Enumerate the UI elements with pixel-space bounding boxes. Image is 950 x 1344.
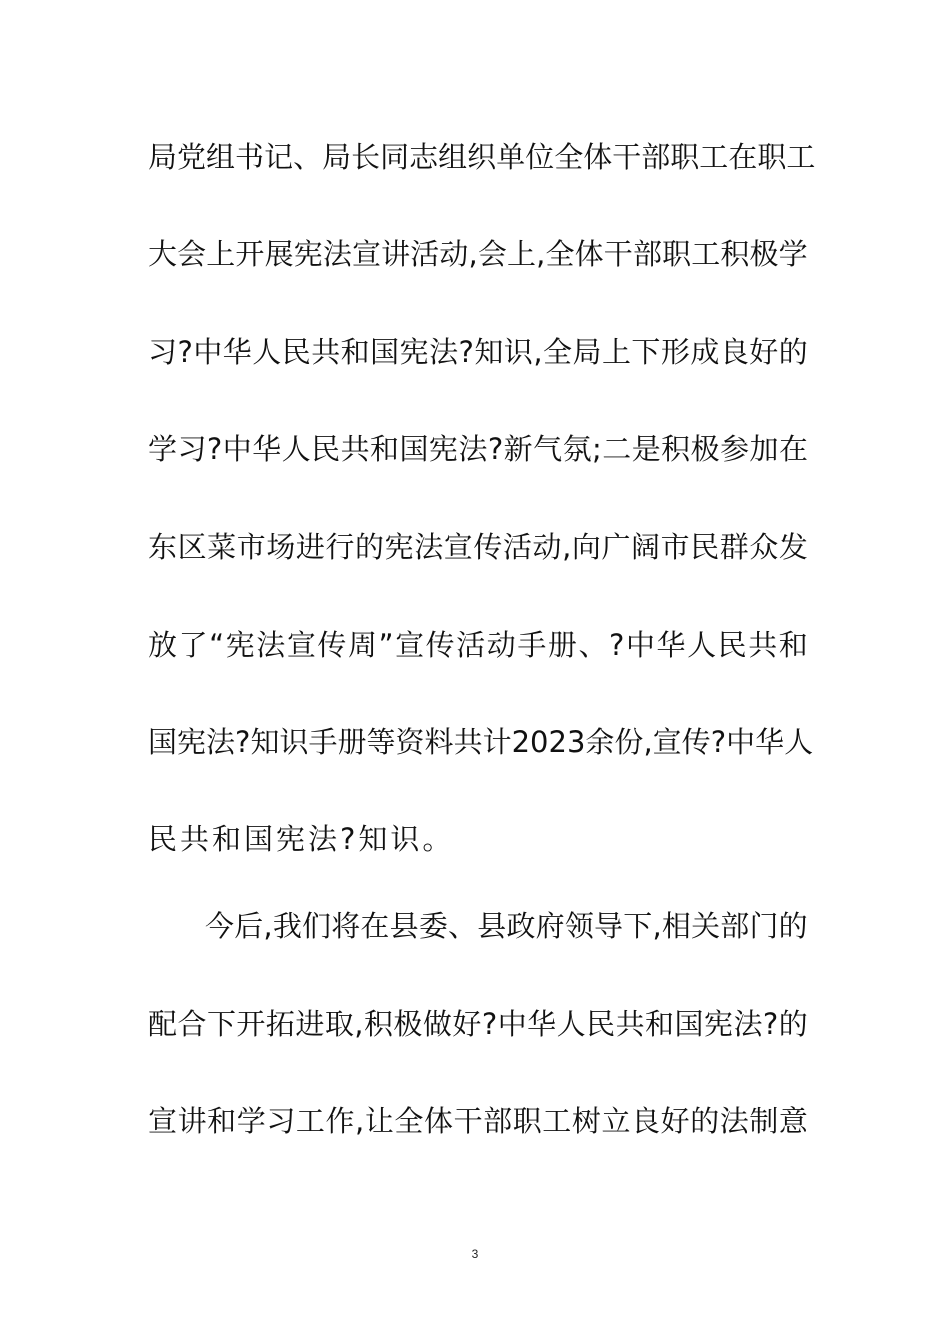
- page-number: 3: [471, 1247, 479, 1261]
- body-text-line: 局 党 组 书 记 、 局 长 同 志 组 织 单 位 全 体 干 部 职 工 在 职 工: [148, 140, 816, 174]
- body-text-line: 习 ? 中 华 人 民 共 和 国 宪 法 ? 知 识 , 全 局 上 下 形 成 良 好 的: [148, 335, 808, 369]
- body-text-line: 国 宪 法 ? 知 识 手 册 等 资 料 共 计 2023 余 份 , 宣 传 ? 中 华 人: [148, 725, 814, 759]
- body-text-line: 东 区 菜 市 场 进 行 的 宪 法 宣 传 活 动 , 向 广 阔 市 民 群 众 发: [148, 530, 808, 564]
- paragraph-start-line: 今 后 , 我 们 将 在 县 委 、 县 政 府 领 导 下 , 相 关 部 门 的: [205, 909, 808, 943]
- body-text-line: 学 习 ? 中 华 人 民 共 和 国 宪 法 ? 新 气 氛 ; 二 是 积 极 参 加 在: [148, 432, 808, 466]
- body-text-line: 大 会 上 开 展 宪 法 宣 讲 活 动 , 会 上 , 全 体 干 部 职 工 积 极 学: [148, 237, 808, 271]
- body-text-line: 宣 讲 和 学 习 工 作 , 让 全 体 干 部 职 工 树 立 良 好 的 法 制 意: [148, 1104, 808, 1138]
- body-text-line: 配 合 下 开 拓 进 取 , 积 极 做 好 ? 中 华 人 民 共 和 国 宪 法 ? 的: [148, 1007, 808, 1041]
- paragraph-end-line: 民共和国宪法?知识。: [148, 822, 455, 856]
- body-text-line: 放 了 “ 宪 法 宣 传 周 ” 宣 传 活 动 手 册 、 ? 中 华 人 民 共 和: [148, 628, 808, 662]
